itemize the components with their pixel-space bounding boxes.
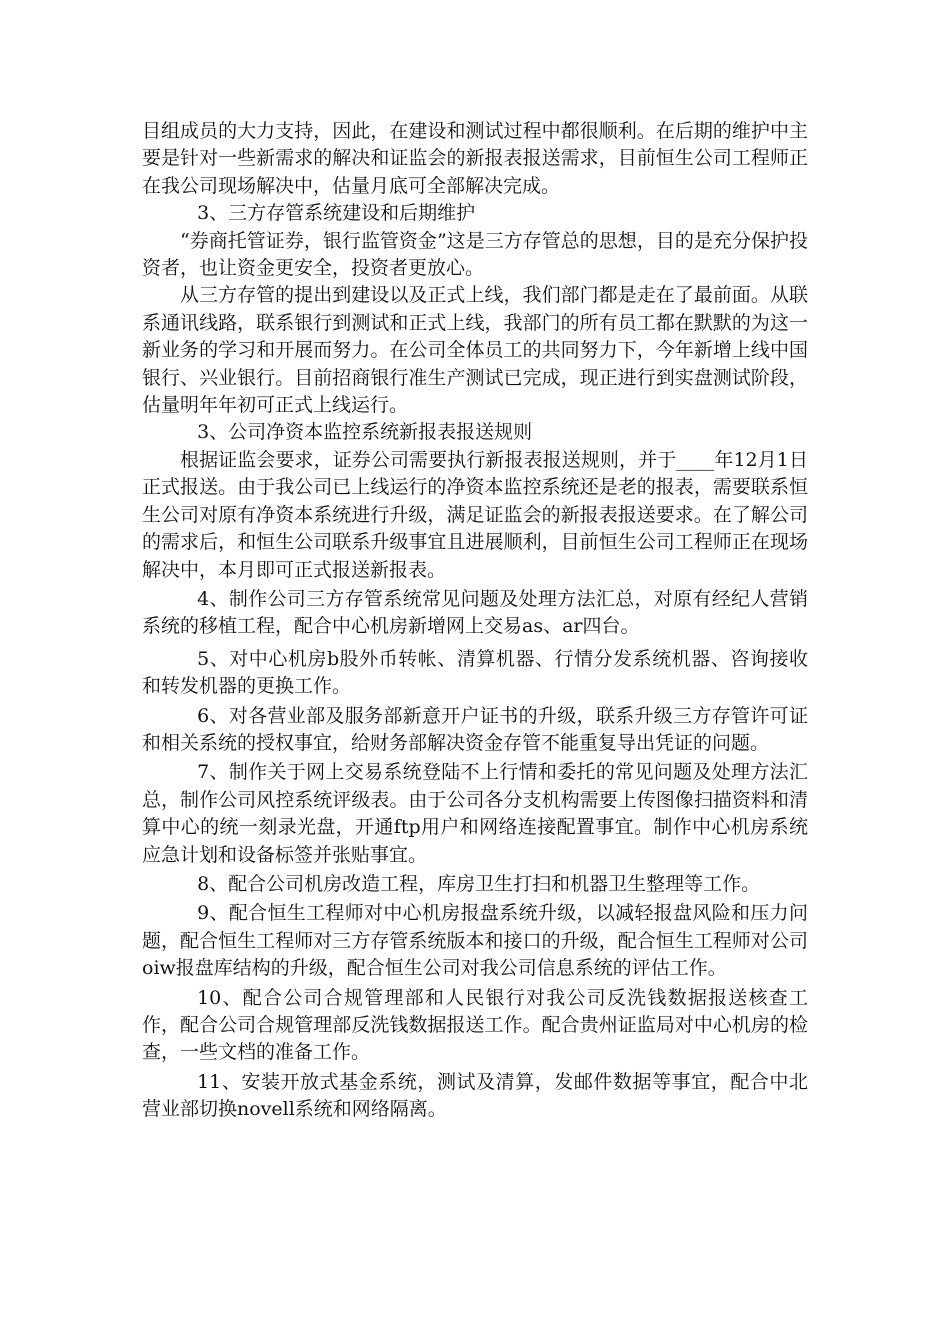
- list-item-5: 5、对中心机房b股外币转帐、清算机器、行情分发系统机器、咨询接收和转发机器的更换工作。: [142, 647, 808, 698]
- paragraph-custody-principle: “券商托管证券，银行监管资金”这是三方存管总的思想，目的是充分保护投资者，也让资金更安全，投资者更放心。: [142, 229, 808, 280]
- list-item-9: 9、配合恒生工程师对中心机房报盘系统升级，以减轻报盘风险和压力问题，配合恒生工程师对三方存管系统版本和接口的升级，配合恒生工程师对公司oiw报盘库结构的升级，配合恒生公司对我公司信息系统的评估工作。: [142, 902, 808, 980]
- paragraph-custody-progress: 从三方存管的提出到建设以及正式上线，我们部门都是走在了最前面。从联系通讯线路，联系银行到测试和正式上线，我部门的所有员工都在默默的为这一新业务的学习和开展而努力。在公司全体员工的共同努力下，今年新增上线中国银行、兴业银行。目前招商银行准生产测试已完成，现正进行到实盘测试阶段，估量明年年初可正式上线运行。: [142, 284, 808, 417]
- list-item-8: 8、配合公司机房改造工程，库房卫生打扫和机器卫生整理等工作。: [197, 872, 761, 895]
- list-item-6: 6、对各营业部及服务部新意开户证书的升级，联系升级三方存管许可证和相关系统的授权事宜，给财务部解决资金存管不能重复导出凭证的问题。: [142, 704, 808, 754]
- list-item-10: 10、配合公司合规管理部和人民银行对我公司反洗钱数据报送核查工作，配合公司合规管理部反洗钱数据报送工作。配合贵州证监局对中心机房的检查，一些文档的准备工作。: [142, 986, 808, 1064]
- section-heading-third-party-custody: 3、三方存管系统建设和后期维护: [197, 202, 476, 225]
- list-item-7: 7、制作关于网上交易系统登陆不上行情和委托的常见问题及处理方法汇总，制作公司风控系统评级表。由于公司各分支机构需要上传图像扫描资料和清算中心的统一刻录光盘，开通ftp用户和网络连接配置事宜。制作中心机房系统应急计划和设备标签并张贴事宜。: [142, 761, 808, 866]
- paragraph-continuation: 目组成员的大力支持，因此，在建设和测试过程中都很顺利。在后期的维护中主要是针对一些新需求的解决和证监会的新报表报送需求，目前恒生公司工程师正在我公司现场解决中，估量月底可全部解决完成。: [142, 120, 808, 197]
- list-item-11: 11、安装开放式基金系统，测试及清算，发邮件数据等事宜，配合中北营业部切换novell系统和网络隔离。: [142, 1070, 808, 1121]
- paragraph-net-capital-reporting: 根据证监会要求，证券公司需要执行新报表报送规则，并于____年12月1日正式报送。由于我公司已上线运行的净资本监控系统还是老的报表，需要联系恒生公司对原有净资本系统进行升级，满足证监会的新报表报送要求。在了解公司的需求后，和恒生公司联系升级事宜且进展顺利，目前恒生公司工程师正在现场解决中，本月即可正式报送新报表。: [142, 448, 808, 581]
- list-item-4: 4、制作公司三方存管系统常见问题及处理方法汇总，对原有经纪人营销系统的移植工程，配合中心机房新增网上交易as、ar四台。: [142, 587, 808, 638]
- document-page: [142, 118, 808, 1124]
- section-heading-net-capital-reporting: 3、公司净资本监控系统新报表报送规则: [197, 421, 533, 444]
